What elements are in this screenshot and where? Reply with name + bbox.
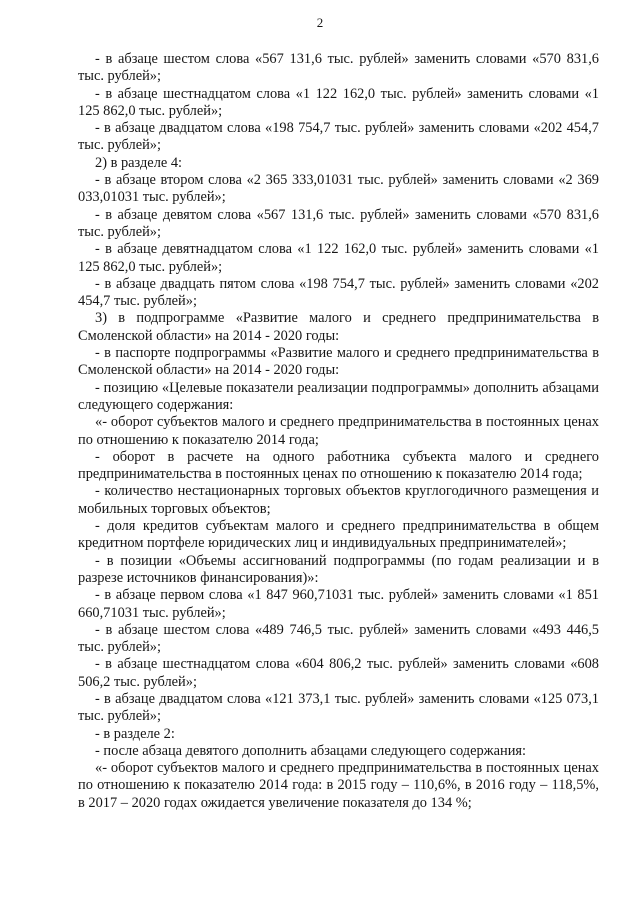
paragraph: - в абзаце шестнадцатом слова «1 122 162,0 тыс. рублей» заменить словами «1 125 862,0 тыс. рублей»; (78, 85, 599, 119)
paragraph: - в абзаце двадцатом слова «198 754,7 тыс. рублей» заменить словами «202 454,7 тыс. рублей»; (78, 120, 599, 154)
paragraph: - в абзаце шестом слова «567 131,6 тыс. рублей» заменить словами «570 831,6 тыс. рублей»; (78, 51, 599, 85)
paragraph: 3) в подпрограмме «Развитие малого и среднего предпринимательства в Смоленской области» на 2014 - 2020 годы: (78, 310, 599, 344)
paragraph: - в паспорте подпрограммы «Развитие малого и среднего предпринимательства в Смоленской области» на 2014 - 2020 годы: (78, 345, 599, 379)
paragraph: «- оборот субъектов малого и среднего предпринимательства в постоянных ценах по отношению к показателю 2014 года: в 2015 году – 110,6%, в 2016 году – 118,5%, в 2017 – 2020 годах ожидается увеличение показателя до 134 %; (78, 760, 599, 811)
paragraph: - в абзаце шестнадцатом слова «604 806,2 тыс. рублей» заменить словами «608 506,2 тыс. рублей»; (78, 656, 599, 690)
paragraph: - в абзаце двадцатом слова «121 373,1 тыс. рублей» заменить словами «125 073,1 тыс. рублей»; (78, 690, 599, 725)
paragraph: - в абзаце шестом слова «489 746,5 тыс. рублей» заменить словами «493 446,5 тыс. рублей»; (78, 621, 599, 656)
page-number: 2 (316, 15, 324, 30)
paragraph: - оборот в расчете на одного работника субъекта малого и среднего предпринимательства в постоянных ценах по отношению к показателю 2014 года; (78, 448, 599, 483)
paragraph: «- оборот субъектов малого и среднего предпринимательства в постоянных ценах по отношению к показателю 2014 года; (78, 414, 599, 448)
paragraph: - количество нестационарных торговых объектов круглогодичного размещения и мобильных торговых объектов; (78, 483, 599, 517)
paragraph: - в абзаце двадцать пятом слова «198 754,7 тыс. рублей» заменить словами «202 454,7 тыс. рублей»; (78, 275, 599, 310)
paragraph: - в абзаце девятнадцатом слова «1 122 162,0 тыс. рублей» заменить словами «1 125 862,0 тыс. рублей»; (78, 241, 599, 275)
paragraph: - в позиции «Объемы ассигнований подпрограммы (по годам реализации и в разрезе источников финансирования)»: (78, 552, 599, 586)
paragraph: - позицию «Целевые показатели реализации подпрограммы» дополнить абзацами следующего содержания: (78, 379, 599, 413)
paragraph: 2) в разделе 4: (95, 154, 183, 171)
paragraph: - в разделе 2: (95, 725, 175, 742)
paragraph: - доля кредитов субъектам малого и среднего предпринимательства в общем кредитном портфеле юридических лиц и индивидуальных предпринимателей»; (78, 518, 599, 552)
paragraph: - после абзаца девятого дополнить абзацами следующего содержания: (95, 742, 527, 759)
paragraph: - в абзаце девятом слова «567 131,6 тыс. рублей» заменить словами «570 831,6 тыс. рублей»; (78, 206, 599, 240)
document-body (78, 51, 599, 812)
paragraph: - в абзаце первом слова «1 847 960,71031 тыс. рублей» заменить словами «1 851 660,71031 тыс. рублей»; (78, 587, 599, 621)
paragraph: - в абзаце втором слова «2 365 333,01031 тыс. рублей» заменить словами «2 369 033,01031 тыс. рублей»; (78, 172, 599, 206)
